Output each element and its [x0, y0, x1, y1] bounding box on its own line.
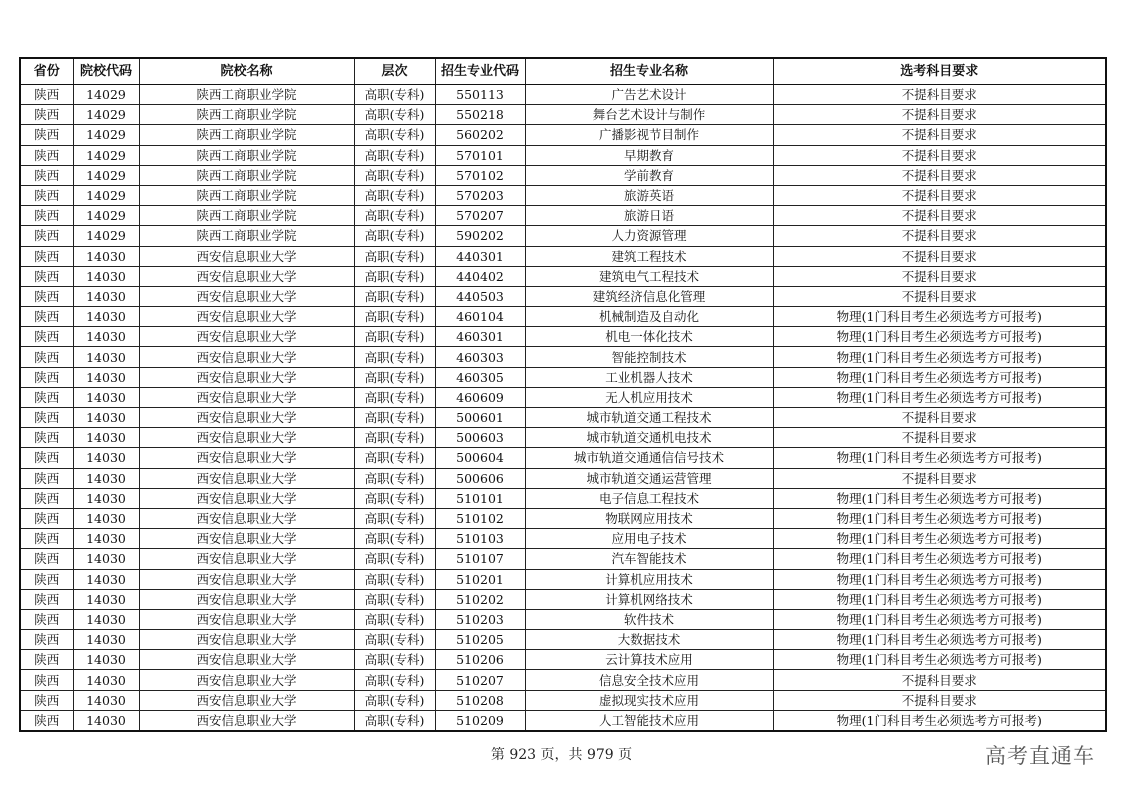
cell-school-name: 西安信息职业大学 — [139, 246, 354, 266]
cell-province: 陕西 — [20, 185, 73, 205]
header-school-code: 院校代码 — [73, 58, 139, 85]
cell-school-code: 14029 — [73, 125, 139, 145]
cell-level: 高职(专科) — [354, 246, 435, 266]
table-row — [20, 428, 1106, 448]
cell-school-name: 陕西工商职业学院 — [139, 226, 354, 246]
cell-school-code: 14030 — [73, 609, 139, 629]
cell-school-code: 14029 — [73, 105, 139, 125]
cell-level: 高职(专科) — [354, 609, 435, 629]
cell-school-name: 陕西工商职业学院 — [139, 105, 354, 125]
cell-major-name: 软件技术 — [525, 609, 773, 629]
table-row — [20, 609, 1106, 629]
cell-major-code: 500604 — [435, 448, 525, 468]
cell-level: 高职(专科) — [354, 690, 435, 710]
cell-major-name: 信息安全技术应用 — [525, 670, 773, 690]
cell-province: 陕西 — [20, 367, 73, 387]
cell-major-code: 440402 — [435, 266, 525, 286]
cell-school-code: 14029 — [73, 185, 139, 205]
cell-school-code: 14030 — [73, 630, 139, 650]
cell-major-code: 570101 — [435, 145, 525, 165]
cell-major-name: 广告艺术设计 — [525, 85, 773, 105]
cell-level: 高职(专科) — [354, 488, 435, 508]
cell-province: 陕西 — [20, 307, 73, 327]
cell-subject-requirement: 不提科目要求 — [773, 85, 1106, 105]
table-row — [20, 246, 1106, 266]
cell-school-name: 西安信息职业大学 — [139, 589, 354, 609]
table-row — [20, 105, 1106, 125]
cell-major-name: 物联网应用技术 — [525, 508, 773, 528]
cell-school-name: 西安信息职业大学 — [139, 367, 354, 387]
cell-school-code: 14030 — [73, 468, 139, 488]
cell-major-code: 440503 — [435, 286, 525, 306]
cell-school-code: 14030 — [73, 367, 139, 387]
cell-province: 陕西 — [20, 710, 73, 731]
cell-major-name: 机电一体化技术 — [525, 327, 773, 347]
cell-school-name: 西安信息职业大学 — [139, 488, 354, 508]
cell-province: 陕西 — [20, 226, 73, 246]
cell-school-code: 14030 — [73, 347, 139, 367]
cell-school-name: 西安信息职业大学 — [139, 508, 354, 528]
cell-level: 高职(专科) — [354, 387, 435, 407]
cell-major-name: 广播影视节目制作 — [525, 125, 773, 145]
cell-school-code: 14029 — [73, 226, 139, 246]
cell-subject-requirement: 物理(1门科目考生必须选考方可报考) — [773, 569, 1106, 589]
cell-major-name: 建筑电气工程技术 — [525, 266, 773, 286]
table-row — [20, 347, 1106, 367]
cell-school-name: 西安信息职业大学 — [139, 549, 354, 569]
header-major-code: 招生专业代码 — [435, 58, 525, 85]
cell-major-code: 510209 — [435, 710, 525, 731]
cell-subject-requirement: 物理(1门科目考生必须选考方可报考) — [773, 710, 1106, 731]
table-row — [20, 488, 1106, 508]
cell-school-code: 14030 — [73, 670, 139, 690]
cell-subject-requirement: 物理(1门科目考生必须选考方可报考) — [773, 347, 1106, 367]
cell-major-name: 计算机应用技术 — [525, 569, 773, 589]
cell-level: 高职(专科) — [354, 165, 435, 185]
cell-level: 高职(专科) — [354, 307, 435, 327]
cell-province: 陕西 — [20, 85, 73, 105]
cell-major-code: 590202 — [435, 226, 525, 246]
cell-subject-requirement: 物理(1门科目考生必须选考方可报考) — [773, 609, 1106, 629]
table-row — [20, 387, 1106, 407]
cell-level: 高职(专科) — [354, 327, 435, 347]
cell-major-code: 510107 — [435, 549, 525, 569]
cell-subject-requirement: 不提科目要求 — [773, 690, 1106, 710]
cell-subject-requirement: 物理(1门科目考生必须选考方可报考) — [773, 650, 1106, 670]
cell-school-name: 西安信息职业大学 — [139, 670, 354, 690]
cell-major-code: 510102 — [435, 508, 525, 528]
cell-school-code: 14030 — [73, 488, 139, 508]
header-subject-requirement: 选考科目要求 — [773, 58, 1106, 85]
cell-province: 陕西 — [20, 589, 73, 609]
cell-major-name: 舞台艺术设计与制作 — [525, 105, 773, 125]
cell-level: 高职(专科) — [354, 125, 435, 145]
cell-level: 高职(专科) — [354, 529, 435, 549]
cell-major-name: 旅游日语 — [525, 206, 773, 226]
cell-school-name: 西安信息职业大学 — [139, 630, 354, 650]
cell-school-code: 14030 — [73, 710, 139, 731]
table-row — [20, 710, 1106, 731]
cell-level: 高职(专科) — [354, 569, 435, 589]
cell-major-code: 570102 — [435, 165, 525, 185]
table-row — [20, 125, 1106, 145]
cell-major-code: 570207 — [435, 206, 525, 226]
cell-subject-requirement: 不提科目要求 — [773, 286, 1106, 306]
cell-province: 陕西 — [20, 206, 73, 226]
cell-province: 陕西 — [20, 529, 73, 549]
cell-subject-requirement: 不提科目要求 — [773, 185, 1106, 205]
cell-level: 高职(专科) — [354, 589, 435, 609]
table-row — [20, 650, 1106, 670]
cell-major-name: 人力资源管理 — [525, 226, 773, 246]
table-row — [20, 690, 1106, 710]
cell-major-name: 人工智能技术应用 — [525, 710, 773, 731]
cell-major-name: 工业机器人技术 — [525, 367, 773, 387]
cell-school-name: 陕西工商职业学院 — [139, 206, 354, 226]
cell-level: 高职(专科) — [354, 185, 435, 205]
table-row — [20, 589, 1106, 609]
cell-level: 高职(专科) — [354, 428, 435, 448]
header-province: 省份 — [20, 58, 73, 85]
cell-major-code: 510202 — [435, 589, 525, 609]
cell-school-name: 西安信息职业大学 — [139, 347, 354, 367]
cell-province: 陕西 — [20, 690, 73, 710]
cell-subject-requirement: 不提科目要求 — [773, 145, 1106, 165]
table-row — [20, 630, 1106, 650]
cell-major-code: 510207 — [435, 670, 525, 690]
cell-subject-requirement: 不提科目要求 — [773, 105, 1106, 125]
cell-major-code: 460303 — [435, 347, 525, 367]
cell-school-code: 14030 — [73, 529, 139, 549]
cell-school-name: 西安信息职业大学 — [139, 468, 354, 488]
cell-level: 高职(专科) — [354, 206, 435, 226]
enrollment-table-container — [19, 57, 1105, 732]
cell-province: 陕西 — [20, 448, 73, 468]
cell-major-name: 电子信息工程技术 — [525, 488, 773, 508]
cell-school-code: 14030 — [73, 448, 139, 468]
table-row — [20, 286, 1106, 306]
table-row — [20, 145, 1106, 165]
cell-major-code: 510206 — [435, 650, 525, 670]
cell-province: 陕西 — [20, 145, 73, 165]
cell-major-name: 智能控制技术 — [525, 347, 773, 367]
cell-school-code: 14030 — [73, 307, 139, 327]
cell-school-code: 14030 — [73, 428, 139, 448]
table-row — [20, 529, 1106, 549]
cell-school-code: 14030 — [73, 690, 139, 710]
cell-major-code: 460305 — [435, 367, 525, 387]
cell-school-code: 14030 — [73, 266, 139, 286]
cell-subject-requirement: 不提科目要求 — [773, 226, 1106, 246]
header-school-name: 院校名称 — [139, 58, 354, 85]
cell-province: 陕西 — [20, 125, 73, 145]
cell-province: 陕西 — [20, 286, 73, 306]
cell-major-name: 建筑工程技术 — [525, 246, 773, 266]
table-row — [20, 549, 1106, 569]
cell-major-name: 云计算技术应用 — [525, 650, 773, 670]
cell-subject-requirement: 不提科目要求 — [773, 468, 1106, 488]
cell-school-name: 陕西工商职业学院 — [139, 185, 354, 205]
cell-school-name: 西安信息职业大学 — [139, 286, 354, 306]
cell-major-code: 510201 — [435, 569, 525, 589]
cell-school-name: 西安信息职业大学 — [139, 650, 354, 670]
cell-major-name: 机械制造及自动化 — [525, 307, 773, 327]
cell-major-code: 460301 — [435, 327, 525, 347]
cell-major-code: 510203 — [435, 609, 525, 629]
cell-school-name: 陕西工商职业学院 — [139, 165, 354, 185]
cell-province: 陕西 — [20, 246, 73, 266]
cell-province: 陕西 — [20, 408, 73, 428]
cell-level: 高职(专科) — [354, 549, 435, 569]
cell-subject-requirement: 不提科目要求 — [773, 670, 1106, 690]
cell-level: 高职(专科) — [354, 145, 435, 165]
table-row — [20, 226, 1106, 246]
cell-major-name: 城市轨道交通通信信号技术 — [525, 448, 773, 468]
cell-major-code: 550218 — [435, 105, 525, 125]
table-header-row — [20, 58, 1106, 85]
cell-subject-requirement: 物理(1门科目考生必须选考方可报考) — [773, 367, 1106, 387]
cell-level: 高职(专科) — [354, 710, 435, 731]
cell-school-name: 陕西工商职业学院 — [139, 85, 354, 105]
cell-province: 陕西 — [20, 105, 73, 125]
cell-subject-requirement: 物理(1门科目考生必须选考方可报考) — [773, 448, 1106, 468]
table-row — [20, 165, 1106, 185]
cell-school-code: 14030 — [73, 387, 139, 407]
cell-major-name: 学前教育 — [525, 165, 773, 185]
cell-major-code: 570203 — [435, 185, 525, 205]
cell-province: 陕西 — [20, 468, 73, 488]
cell-major-code: 510205 — [435, 630, 525, 650]
cell-level: 高职(专科) — [354, 367, 435, 387]
cell-subject-requirement: 不提科目要求 — [773, 408, 1106, 428]
cell-major-code: 560202 — [435, 125, 525, 145]
cell-school-code: 14029 — [73, 206, 139, 226]
cell-major-code: 550113 — [435, 85, 525, 105]
table-body — [20, 85, 1106, 732]
cell-major-name: 无人机应用技术 — [525, 387, 773, 407]
cell-school-code: 14030 — [73, 408, 139, 428]
cell-province: 陕西 — [20, 428, 73, 448]
cell-province: 陕西 — [20, 347, 73, 367]
table-row — [20, 408, 1106, 428]
table-row — [20, 307, 1106, 327]
cell-school-name: 陕西工商职业学院 — [139, 125, 354, 145]
cell-level: 高职(专科) — [354, 508, 435, 528]
cell-school-code: 14030 — [73, 286, 139, 306]
cell-school-name: 西安信息职业大学 — [139, 529, 354, 549]
table-row — [20, 206, 1106, 226]
cell-school-name: 陕西工商职业学院 — [139, 145, 354, 165]
cell-level: 高职(专科) — [354, 630, 435, 650]
cell-school-name: 西安信息职业大学 — [139, 609, 354, 629]
cell-major-code: 500603 — [435, 428, 525, 448]
cell-major-code: 440301 — [435, 246, 525, 266]
header-level: 层次 — [354, 58, 435, 85]
table-row — [20, 266, 1106, 286]
cell-province: 陕西 — [20, 630, 73, 650]
cell-province: 陕西 — [20, 266, 73, 286]
cell-school-code: 14030 — [73, 549, 139, 569]
cell-subject-requirement: 物理(1门科目考生必须选考方可报考) — [773, 488, 1106, 508]
cell-major-code: 500601 — [435, 408, 525, 428]
cell-major-name: 城市轨道交通工程技术 — [525, 408, 773, 428]
cell-level: 高职(专科) — [354, 468, 435, 488]
cell-school-name: 西安信息职业大学 — [139, 710, 354, 731]
cell-school-name: 西安信息职业大学 — [139, 408, 354, 428]
cell-major-name: 早期教育 — [525, 145, 773, 165]
table-row — [20, 448, 1106, 468]
cell-level: 高职(专科) — [354, 286, 435, 306]
cell-major-name: 城市轨道交通机电技术 — [525, 428, 773, 448]
cell-major-name: 虚拟现实技术应用 — [525, 690, 773, 710]
cell-subject-requirement: 不提科目要求 — [773, 206, 1106, 226]
cell-province: 陕西 — [20, 508, 73, 528]
table-row — [20, 508, 1106, 528]
watermark-logo: 高考直通车 — [985, 744, 1095, 768]
cell-level: 高职(专科) — [354, 670, 435, 690]
table-row — [20, 468, 1106, 488]
cell-school-name: 西安信息职业大学 — [139, 266, 354, 286]
cell-major-name: 应用电子技术 — [525, 529, 773, 549]
table-row — [20, 327, 1106, 347]
cell-school-code: 14030 — [73, 589, 139, 609]
cell-province: 陕西 — [20, 488, 73, 508]
table-row — [20, 185, 1106, 205]
cell-school-name: 西安信息职业大学 — [139, 448, 354, 468]
cell-major-name: 计算机网络技术 — [525, 589, 773, 609]
page-number: 第 923 页，共 979 页 — [490, 747, 633, 763]
cell-province: 陕西 — [20, 609, 73, 629]
cell-school-code: 14029 — [73, 165, 139, 185]
cell-school-code: 14030 — [73, 650, 139, 670]
table-row — [20, 85, 1106, 105]
cell-province: 陕西 — [20, 387, 73, 407]
cell-major-code: 510103 — [435, 529, 525, 549]
cell-province: 陕西 — [20, 670, 73, 690]
cell-major-name: 汽车智能技术 — [525, 549, 773, 569]
cell-school-code: 14030 — [73, 327, 139, 347]
cell-subject-requirement: 物理(1门科目考生必须选考方可报考) — [773, 589, 1106, 609]
cell-level: 高职(专科) — [354, 347, 435, 367]
cell-school-code: 14030 — [73, 246, 139, 266]
cell-major-name: 旅游英语 — [525, 185, 773, 205]
cell-major-code: 460104 — [435, 307, 525, 327]
cell-province: 陕西 — [20, 165, 73, 185]
table-row — [20, 569, 1106, 589]
cell-level: 高职(专科) — [354, 448, 435, 468]
cell-major-code: 500606 — [435, 468, 525, 488]
cell-major-name: 城市轨道交通运营管理 — [525, 468, 773, 488]
cell-level: 高职(专科) — [354, 266, 435, 286]
cell-level: 高职(专科) — [354, 408, 435, 428]
cell-school-name: 西安信息职业大学 — [139, 387, 354, 407]
cell-school-name: 西安信息职业大学 — [139, 327, 354, 347]
cell-province: 陕西 — [20, 650, 73, 670]
table-row — [20, 670, 1106, 690]
cell-subject-requirement: 不提科目要求 — [773, 266, 1106, 286]
cell-major-name: 大数据技术 — [525, 630, 773, 650]
cell-subject-requirement: 物理(1门科目考生必须选考方可报考) — [773, 307, 1106, 327]
cell-subject-requirement: 物理(1门科目考生必须选考方可报考) — [773, 549, 1106, 569]
cell-school-name: 西安信息职业大学 — [139, 569, 354, 589]
cell-school-name: 西安信息职业大学 — [139, 690, 354, 710]
cell-subject-requirement: 不提科目要求 — [773, 165, 1106, 185]
cell-level: 高职(专科) — [354, 226, 435, 246]
cell-province: 陕西 — [20, 549, 73, 569]
cell-school-code: 14029 — [73, 145, 139, 165]
cell-subject-requirement: 不提科目要求 — [773, 428, 1106, 448]
cell-subject-requirement: 不提科目要求 — [773, 125, 1106, 145]
cell-level: 高职(专科) — [354, 85, 435, 105]
cell-subject-requirement: 物理(1门科目考生必须选考方可报考) — [773, 327, 1106, 347]
cell-major-code: 510208 — [435, 690, 525, 710]
cell-subject-requirement: 物理(1门科目考生必须选考方可报考) — [773, 529, 1106, 549]
enrollment-table — [19, 57, 1107, 732]
cell-school-name: 西安信息职业大学 — [139, 307, 354, 327]
cell-school-name: 西安信息职业大学 — [139, 428, 354, 448]
cell-province: 陕西 — [20, 327, 73, 347]
cell-school-code: 14030 — [73, 508, 139, 528]
table-row — [20, 367, 1106, 387]
cell-province: 陕西 — [20, 569, 73, 589]
cell-major-code: 460609 — [435, 387, 525, 407]
cell-level: 高职(专科) — [354, 105, 435, 125]
cell-major-code: 510101 — [435, 488, 525, 508]
cell-school-code: 14030 — [73, 569, 139, 589]
cell-subject-requirement: 物理(1门科目考生必须选考方可报考) — [773, 387, 1106, 407]
cell-school-code: 14029 — [73, 85, 139, 105]
cell-major-name: 建筑经济信息化管理 — [525, 286, 773, 306]
cell-subject-requirement: 物理(1门科目考生必须选考方可报考) — [773, 630, 1106, 650]
cell-level: 高职(专科) — [354, 650, 435, 670]
cell-subject-requirement: 不提科目要求 — [773, 246, 1106, 266]
header-major-name: 招生专业名称 — [525, 58, 773, 85]
cell-subject-requirement: 物理(1门科目考生必须选考方可报考) — [773, 508, 1106, 528]
